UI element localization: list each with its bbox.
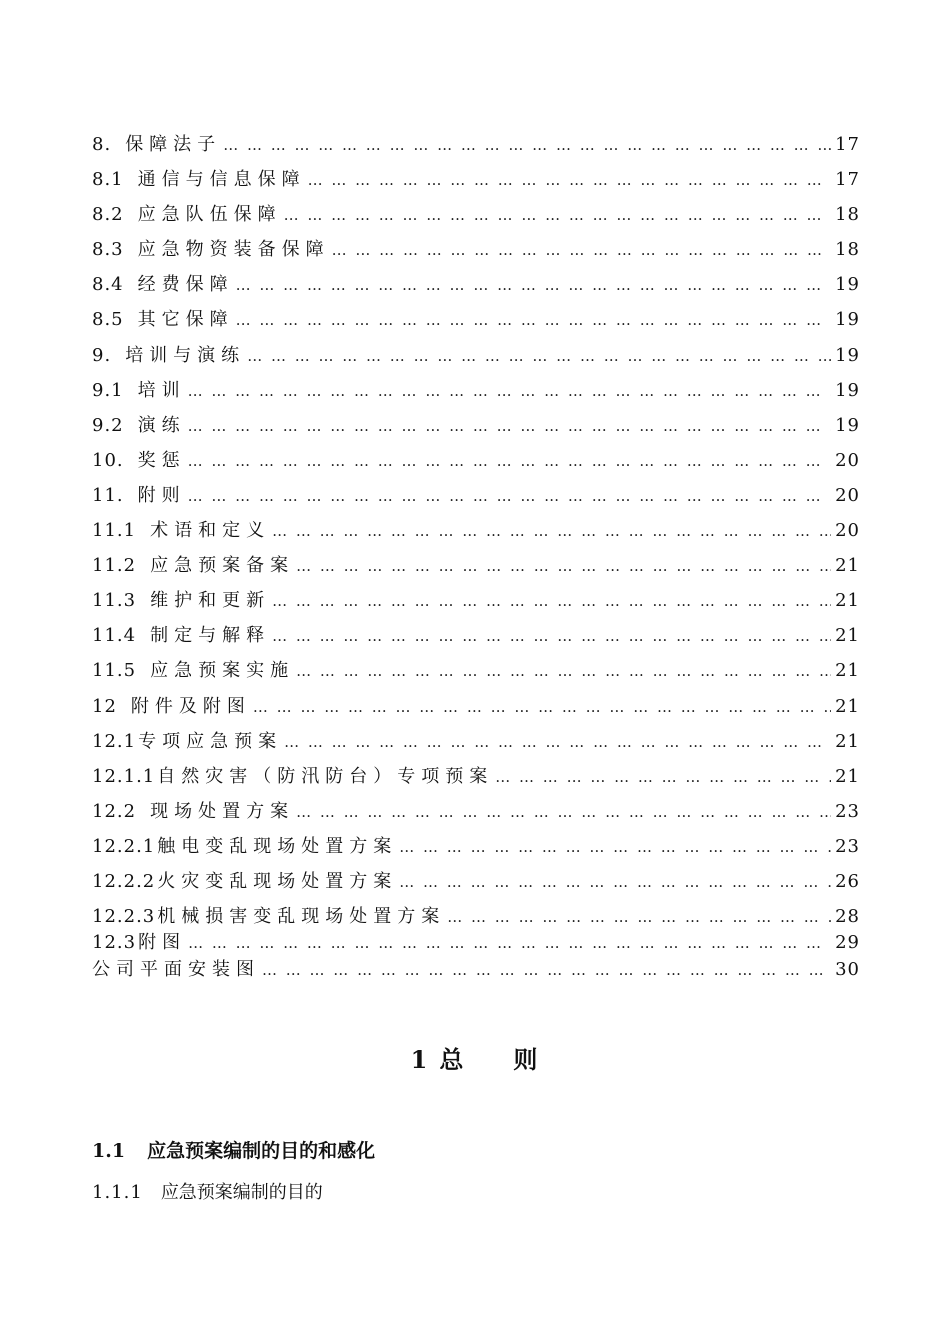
toc-leader-dots	[296, 795, 831, 829]
toc-entry-page: 21	[835, 765, 860, 787]
toc-entry-title: 培训	[137, 379, 186, 401]
toc-entry-title: 维护和更新	[150, 590, 271, 612]
toc-entry[interactable]	[92, 267, 860, 302]
toc-entry-page: 20	[835, 449, 860, 471]
toc-entry-title: 奖惩	[137, 449, 186, 471]
toc-leader-dots	[272, 619, 831, 653]
toc-leader-dots	[399, 830, 831, 864]
toc-entry-page: 21	[835, 660, 860, 682]
toc-entry[interactable]	[92, 864, 860, 899]
toc-leader-dots	[308, 163, 831, 197]
toc-entry[interactable]	[92, 724, 860, 759]
toc-entry-number: 11.2	[92, 555, 137, 577]
toc-entry-title: 公司平面安装图	[92, 959, 260, 981]
toc-entry[interactable]	[92, 929, 860, 956]
toc-entry[interactable]	[92, 829, 860, 864]
toc-entry-title: 应急物资装备保障	[137, 239, 330, 261]
toc-entry-title: 附件及附图	[130, 695, 251, 717]
toc-entry-page: 20	[835, 520, 860, 542]
toc-entry[interactable]	[92, 653, 860, 688]
subsection-heading	[92, 1178, 323, 1204]
toc-entry-number: 9.2	[92, 414, 124, 436]
toc-leader-dots	[253, 690, 831, 724]
subsection-number: 1.1.1	[92, 1182, 143, 1203]
toc-entry[interactable]	[92, 618, 860, 653]
toc-entry[interactable]	[92, 689, 860, 724]
toc-entry[interactable]	[92, 478, 860, 513]
toc-entry-number: 8.4	[92, 274, 124, 296]
toc-entry-title: 火灾变乱现场处置方案	[157, 870, 398, 892]
toc-leader-dots	[236, 268, 831, 302]
toc-entry[interactable]	[92, 302, 860, 337]
toc-entry-page: 21	[835, 590, 860, 612]
toc-entry-number: 11.	[92, 484, 124, 506]
section-heading	[92, 1136, 375, 1163]
toc-entry[interactable]	[92, 338, 860, 373]
toc-entry-number: 12.3	[92, 932, 137, 954]
toc-entry[interactable]	[92, 548, 860, 583]
table-of-contents	[92, 127, 860, 983]
toc-entry-number: 12.2.1	[92, 835, 156, 857]
toc-leader-dots	[262, 957, 831, 983]
toc-entry-page: 19	[835, 309, 860, 331]
toc-entry-title: 保障法子	[125, 134, 222, 155]
toc-entry-page: 18	[835, 204, 860, 226]
toc-leader-dots	[236, 303, 831, 337]
chapter-number: 1	[410, 1045, 430, 1074]
toc-leader-dots	[188, 409, 831, 443]
toc-entry-number: 12.1	[92, 730, 137, 752]
toc-entry-number: 11.3	[92, 590, 137, 612]
toc-entry-number: 8.1	[92, 169, 124, 191]
toc-entry-title: 演练	[137, 414, 186, 436]
section-title: 应急预案编制的目的和感化	[147, 1140, 376, 1162]
toc-entry-page: 23	[835, 835, 860, 857]
section-number: 1.1	[92, 1140, 126, 1162]
toc-leader-dots	[272, 584, 831, 618]
toc-entry[interactable]	[92, 513, 860, 548]
toc-entry[interactable]	[92, 794, 860, 829]
toc-leader-dots	[188, 444, 831, 478]
toc-leader-dots	[284, 198, 831, 232]
toc-entry-page: 21	[835, 730, 860, 752]
toc-entry-title: 现场处置方案	[150, 800, 295, 822]
toc-entry-number: 11.4	[92, 625, 137, 647]
toc-entry[interactable]	[92, 232, 860, 267]
toc-entry-number: 9.1	[92, 379, 124, 401]
toc-entry-page: 19	[835, 414, 860, 436]
toc-entry-page: 20	[835, 484, 860, 506]
toc-entry-page: 21	[835, 625, 860, 647]
toc-entry[interactable]	[92, 759, 860, 794]
toc-entry-page: 28	[835, 906, 860, 928]
toc-entry-page: 21	[835, 555, 860, 577]
toc-entry[interactable]	[92, 373, 860, 408]
toc-entry-title: 通信与信息保障	[137, 169, 306, 191]
toc-entry-title: 应急预案备案	[150, 555, 295, 577]
subsection-title: 应急预案编制的目的	[160, 1182, 323, 1203]
toc-leader-dots	[272, 514, 831, 548]
toc-leader-dots	[332, 233, 831, 267]
toc-leader-dots	[188, 374, 831, 408]
toc-leader-dots	[399, 865, 831, 899]
toc-entry-page: 17	[835, 134, 860, 155]
toc-leader-dots	[223, 128, 831, 162]
chapter-title-part2: 则	[513, 1045, 540, 1074]
toc-entry-title: 应急预案实施	[150, 660, 295, 682]
toc-entry-title: 培训与演练	[125, 344, 246, 366]
toc-entry-number: 12	[92, 695, 117, 717]
toc-entry-number: 9.	[92, 344, 112, 366]
toc-entry[interactable]	[92, 443, 860, 478]
toc-leader-dots	[247, 339, 831, 373]
toc-leader-dots	[495, 760, 831, 794]
toc-entry-title: 机械损害变乱现场处置方案	[157, 906, 446, 928]
toc-entry-number: 8.2	[92, 204, 124, 226]
toc-entry-number: 12.2.2	[92, 870, 156, 892]
toc-entry-title: 专项应急预案	[138, 730, 283, 752]
toc-entry-number: 11.5	[92, 660, 137, 682]
toc-entry-title: 触电变乱现场处置方案	[157, 835, 398, 857]
chapter-title	[0, 1040, 950, 1075]
toc-leader-dots	[284, 725, 831, 759]
toc-entry-title: 其它保障	[137, 309, 234, 331]
toc-entry-page: 19	[835, 379, 860, 401]
toc-entry-number: 12.2.3	[92, 906, 156, 928]
toc-entry[interactable]	[92, 956, 860, 983]
toc-entry-page: 30	[835, 959, 860, 981]
toc-leader-dots	[296, 654, 831, 688]
toc-entry-page: 23	[835, 800, 860, 822]
toc-entry-number: 10.	[92, 449, 124, 471]
toc-entry-title: 术语和定义	[150, 520, 271, 542]
toc-entry[interactable]	[92, 197, 860, 232]
toc-entry-page: 26	[835, 870, 860, 892]
toc-entry-title: 经费保障	[137, 274, 234, 296]
toc-leader-dots	[188, 930, 831, 956]
toc-entry-page: 19	[835, 344, 860, 366]
toc-leader-dots	[188, 479, 831, 513]
toc-entry[interactable]	[92, 162, 860, 197]
toc-entry-title: 自然灾害（防汛防台）专项预案	[157, 765, 494, 787]
toc-entry-title: 制定与解释	[150, 625, 271, 647]
toc-entry[interactable]	[92, 408, 860, 443]
toc-entry-number: 8.5	[92, 309, 124, 331]
toc-leader-dots	[447, 899, 831, 929]
toc-entry[interactable]	[92, 899, 860, 929]
toc-entry-page: 17	[835, 169, 860, 191]
toc-leader-dots	[296, 549, 831, 583]
chapter-title-part1: 总	[439, 1045, 466, 1074]
toc-entry[interactable]	[92, 127, 860, 162]
toc-entry-title: 应急队伍保障	[137, 204, 282, 226]
toc-entry-title: 附图	[138, 932, 187, 954]
toc-entry-page: 21	[835, 695, 860, 717]
toc-entry-number: 8.	[92, 134, 112, 155]
toc-entry-number: 12.2	[92, 800, 137, 822]
toc-entry-number: 12.1.1	[92, 765, 156, 787]
toc-entry-number: 11.1	[92, 520, 137, 542]
toc-entry-number: 8.3	[92, 239, 124, 261]
toc-entry-page: 19	[835, 274, 860, 296]
toc-entry-page: 29	[835, 932, 860, 954]
toc-entry-title: 附则	[137, 484, 186, 506]
toc-entry[interactable]	[92, 583, 860, 618]
toc-entry-page: 18	[835, 239, 860, 261]
